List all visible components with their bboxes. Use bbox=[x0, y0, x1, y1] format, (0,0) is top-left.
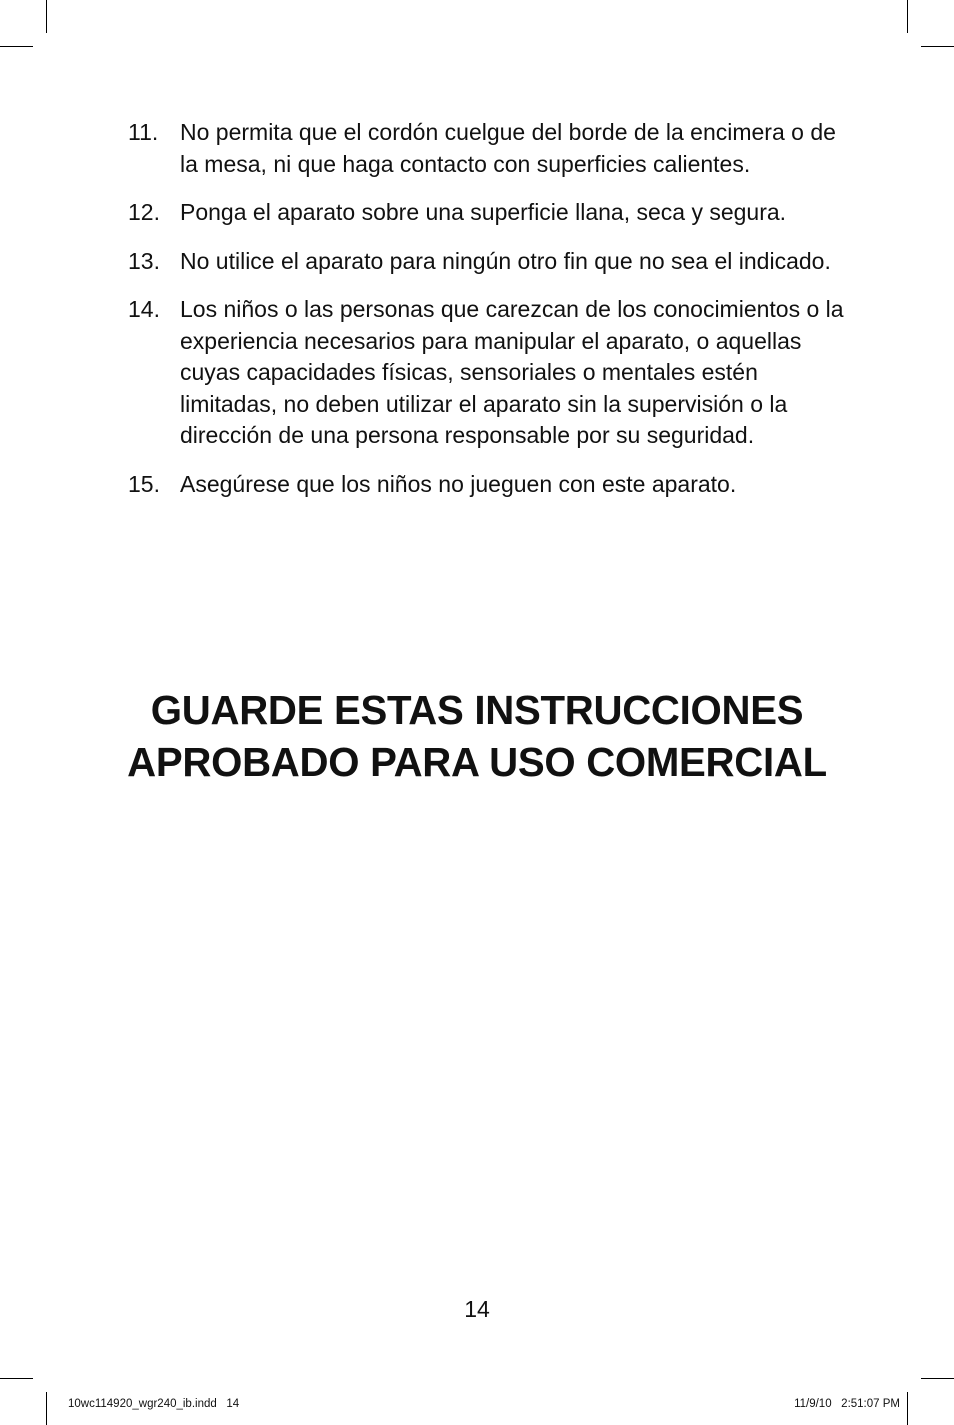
heading-save-instructions: GUARDE ESTAS INSTRUCCIONES bbox=[150, 687, 804, 733]
list-item bbox=[128, 117, 848, 180]
crop-mark-bottom-left-vertical bbox=[46, 1392, 47, 1425]
slug-file-name: 10wc114920_wgr240_ib.indd 14 bbox=[68, 1398, 240, 1410]
list-item bbox=[128, 197, 848, 229]
crop-mark-top-right-horizontal bbox=[921, 46, 954, 47]
item-text: Los niños o las personas que carezcan de los conocimientos o la experiencia necesarios para manipular el aparato, o aquellas cuyas capacidades físicas, sensoriales o mentales estén limitadas, no deben utilizar el aparato sin la supervisión o la dirección de una persona responsable por su seguridad. bbox=[180, 296, 844, 448]
item-number: 11. bbox=[128, 119, 159, 145]
list-item bbox=[128, 294, 848, 452]
item-number: 14. bbox=[128, 296, 160, 322]
crop-mark-bottom-left-horizontal bbox=[0, 1378, 33, 1379]
item-text: Ponga el aparato sobre una superficie llana, seca y segura. bbox=[180, 199, 787, 225]
item-text: Asegúrese que los niños no jueguen con este aparato. bbox=[180, 470, 737, 497]
crop-mark-top-right-vertical bbox=[907, 0, 908, 33]
item-text: No permita que el cordón cuelgue del borde de la encimera o de la mesa, ni que haga contacto con superficies calientes. bbox=[180, 119, 836, 177]
list-item bbox=[128, 246, 848, 278]
crop-mark-top-left-vertical bbox=[46, 0, 47, 33]
list-item bbox=[128, 469, 848, 501]
page-number: 14 bbox=[464, 1296, 490, 1322]
crop-mark-top-left-horizontal bbox=[0, 46, 33, 47]
safety-instructions-list bbox=[128, 117, 848, 517]
crop-mark-bottom-right-vertical bbox=[907, 1392, 908, 1425]
item-number: 13. bbox=[128, 247, 160, 274]
item-number: 15. bbox=[128, 470, 160, 497]
slug-datetime: 11/9/10 2:51:07 PM bbox=[794, 1398, 900, 1410]
heading-commercial-use: APROBADO PARA USO COMERCIAL bbox=[127, 739, 827, 785]
item-number: 12. bbox=[128, 199, 160, 225]
crop-mark-bottom-right-horizontal bbox=[921, 1378, 954, 1379]
item-text: No utilice el aparato para ningún otro fin que no sea el indicado. bbox=[180, 247, 831, 274]
